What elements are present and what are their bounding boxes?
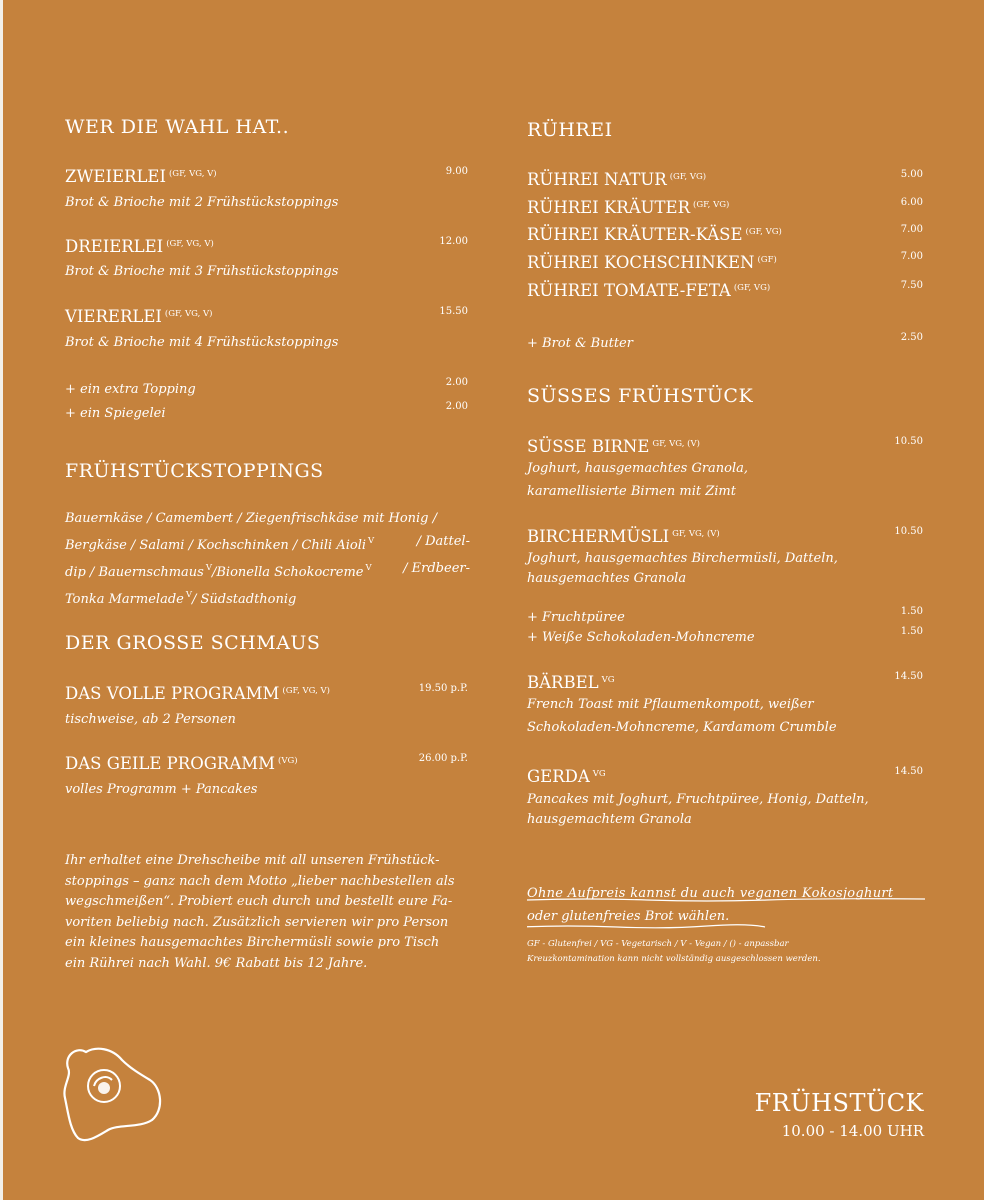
item-desc: French Toast mit Pflaumenkompott, weißer xyxy=(527,697,814,712)
item-tags: GF, VG, (V) xyxy=(652,439,700,449)
section-title-wahl: WER DIE WAHL HAT.. xyxy=(65,116,290,138)
item-price: 9.00 xyxy=(445,166,468,177)
item-price: 7.50 xyxy=(900,280,923,291)
toppings-text: Bergkäse / Salami / Kochschinken / Chili Aioli xyxy=(65,538,367,553)
menu-item-geiles-programm xyxy=(65,754,298,773)
section-title-ruehrei: RÜHREI xyxy=(527,119,613,141)
extra-mohncreme-price: 1.50 xyxy=(900,626,923,637)
item-name: BIRCHERMÜSLI xyxy=(527,527,670,546)
toppings-text: / Südstadthonig xyxy=(191,592,297,607)
section-title-toppings: FRÜHSTÜCKSTOPPINGS xyxy=(65,460,324,482)
item-desc: volles Programm + Pancakes xyxy=(65,782,258,797)
menu-item-ruehrei-natur xyxy=(527,170,706,189)
item-desc: Pancakes mit Joghurt, Fruchtpüree, Honig, Datteln, xyxy=(527,792,869,807)
item-price: 15.50 xyxy=(439,306,468,317)
item-name: SÜSSE BIRNE xyxy=(527,437,650,456)
toppings-text: dip / Bauernschmaus xyxy=(65,565,204,580)
legend-line: Kreuzkontamination kann nicht vollständig ausgeschlossen werden. xyxy=(527,954,821,964)
section-title-suess: SÜSSES FRÜHSTÜCK xyxy=(527,385,754,407)
note-line: ein kleines hausgemachtes Birchermüsli sowie pro Tisch xyxy=(65,935,440,950)
underline-stroke xyxy=(527,921,767,935)
item-name: VIERERLEI xyxy=(65,307,162,326)
item-name: GERDA xyxy=(527,767,590,786)
item-price: 10.50 xyxy=(894,526,923,537)
menu-item-ruehrei-kraeuter-kaese xyxy=(527,225,782,244)
item-name: RÜHREI KRÄUTER xyxy=(527,198,690,217)
menu-item-ruehrei-tomate-feta xyxy=(527,281,770,300)
toppings-list xyxy=(65,507,470,611)
extra-topping: + ein extra Topping xyxy=(65,382,196,397)
item-price: 7.00 xyxy=(900,224,923,235)
footer-time: 10.00 - 14.00 UHR xyxy=(781,1122,924,1140)
legend-line: GF - Glutenfrei / VG - Vegetarisch / V - Vegan / () - anpassbar xyxy=(527,939,789,949)
item-desc: karamellisierte Birnen mit Zimt xyxy=(527,484,736,499)
toppings-text: / Erdbeer- xyxy=(403,561,470,576)
toppings-line xyxy=(65,557,470,584)
toppings-line xyxy=(65,530,470,557)
menu-item-suesse-birne xyxy=(527,437,700,456)
item-name: DREIERLEI xyxy=(65,237,164,256)
extra-mohncreme: + Weiße Schokoladen-Mohncreme xyxy=(527,630,755,645)
item-price: 14.50 xyxy=(894,766,923,777)
item-tags: GF, VG, (V) xyxy=(672,529,720,539)
menu-item-gerda xyxy=(527,767,606,786)
item-name: ZWEIERLEI xyxy=(65,167,166,186)
item-tags: (GF) xyxy=(757,255,777,265)
item-tags: VG xyxy=(592,769,606,779)
footer-title: FRÜHSTÜCK xyxy=(754,1089,924,1117)
menu-item-dreierlei xyxy=(65,237,214,256)
page-edge xyxy=(0,0,3,1200)
section-title-schmaus: DER GROSSE SCHMAUS xyxy=(65,632,321,654)
item-name: RÜHREI KOCHSCHINKEN xyxy=(527,253,755,272)
item-tags: (GF, VG, V) xyxy=(166,239,214,249)
menu-item-volles-programm xyxy=(65,684,330,703)
extra-brot-butter-price: 2.50 xyxy=(900,332,923,343)
item-desc: Joghurt, hausgemachtes Birchermüsli, Datteln, xyxy=(527,551,838,566)
item-tags: (GF, VG) xyxy=(669,172,707,182)
note-line: stoppings – ganz nach dem Motto „lieber nachbestellen als xyxy=(65,873,455,889)
item-desc: hausgemachtes Granola xyxy=(527,571,687,586)
extra-spiegelei-price: 2.00 xyxy=(445,401,468,412)
vegan-mark: V xyxy=(185,590,192,600)
item-price: 6.00 xyxy=(900,197,923,208)
note-line: voriten beliebig nach. Zusätzlich servieren wir pro Person xyxy=(65,914,449,930)
item-price: 7.00 xyxy=(900,251,923,262)
item-desc: tischweise, ab 2 Personen xyxy=(65,712,236,727)
item-name: DAS GEILE PROGRAMM xyxy=(65,754,276,773)
extra-brot-butter: + Brot & Butter xyxy=(527,336,633,351)
menu-item-ruehrei-kraeuter xyxy=(527,198,729,217)
note-line: wegschmeißen“. Probiert euch durch und bestellt eure Fa- xyxy=(65,894,453,909)
item-tags: (GF, VG, V) xyxy=(168,169,217,179)
item-price: 19.50 p.P. xyxy=(418,683,468,694)
note-line: Ihr erhaltet eine Drehscheibe mit all unseren Frühstück- xyxy=(65,853,440,868)
item-desc: Brot & Brioche mit 2 Frühstückstoppings xyxy=(65,195,339,210)
item-desc: Joghurt, hausgemachtes Granola, xyxy=(527,461,749,476)
item-name: RÜHREI TOMATE-FETA xyxy=(527,281,731,300)
item-tags: VG xyxy=(601,675,615,685)
item-desc: Brot & Brioche mit 3 Frühstückstoppings xyxy=(65,264,339,279)
item-tags: (GF, VG) xyxy=(745,227,782,237)
item-name: BÄRBEL xyxy=(527,673,599,692)
extra-topping-price: 2.00 xyxy=(445,377,468,388)
fried-egg-icon xyxy=(56,1042,168,1146)
note-line: ein Rührei nach Wahl. 9€ Rabatt bis 12 Jahre. xyxy=(65,955,368,971)
item-desc: Schokoladen-Mohncreme, Kardamom Crumble xyxy=(527,720,837,735)
item-price: 10.50 xyxy=(894,436,923,447)
extra-spiegelei: + ein Spiegelei xyxy=(65,406,166,421)
item-name: RÜHREI KRÄUTER-KÄSE xyxy=(527,225,743,244)
menu-item-baerbel xyxy=(527,673,615,692)
menu-item-ruehrei-kochschinken xyxy=(527,253,777,272)
vegan-note-line: oder glutenfreies Brot wählen. xyxy=(527,909,730,924)
extra-fruchtpueree: + Fruchtpüree xyxy=(527,610,625,625)
toppings-text: / Dattel- xyxy=(416,534,470,549)
item-price: 5.00 xyxy=(900,169,923,180)
vegan-mark: V xyxy=(368,536,375,546)
drehscheibe-note xyxy=(65,851,468,974)
menu-item-birchermuesli xyxy=(527,527,720,546)
vegan-mark: V xyxy=(365,563,372,573)
item-price: 14.50 xyxy=(894,671,923,682)
vegan-mark: V xyxy=(205,563,212,573)
toppings-text: Tonka Marmelade xyxy=(65,592,184,607)
item-price: 12.00 xyxy=(439,236,468,247)
item-tags: (GF, VG, V) xyxy=(164,309,213,319)
item-tags: (GF, VG, V) xyxy=(282,686,330,696)
item-name: DAS VOLLE PROGRAMM xyxy=(65,684,280,703)
menu-item-zweierlei xyxy=(65,167,217,186)
item-tags: (VG) xyxy=(278,756,298,766)
item-tags: (GF, VG) xyxy=(733,283,771,293)
item-tags: (GF, VG) xyxy=(693,200,730,210)
item-desc: Brot & Brioche mit 4 Frühstückstoppings xyxy=(65,335,339,350)
extra-fruchtpueree-price: 1.50 xyxy=(900,606,923,617)
toppings-text: /Bionella Schokocreme xyxy=(212,565,364,580)
toppings-line xyxy=(65,584,470,611)
item-price: 26.00 p.P. xyxy=(418,753,468,764)
vegan-note-line: Ohne Aufpreis kannst du auch veganen Kokosjoghurt xyxy=(527,886,894,901)
menu-item-viererlei xyxy=(65,307,212,326)
item-name: RÜHREI NATUR xyxy=(527,170,667,189)
item-desc: hausgemachtem Granola xyxy=(527,812,692,827)
toppings-line: Bauernkäse / Camembert / Ziegenfrischkäse mit Honig / xyxy=(65,511,438,526)
